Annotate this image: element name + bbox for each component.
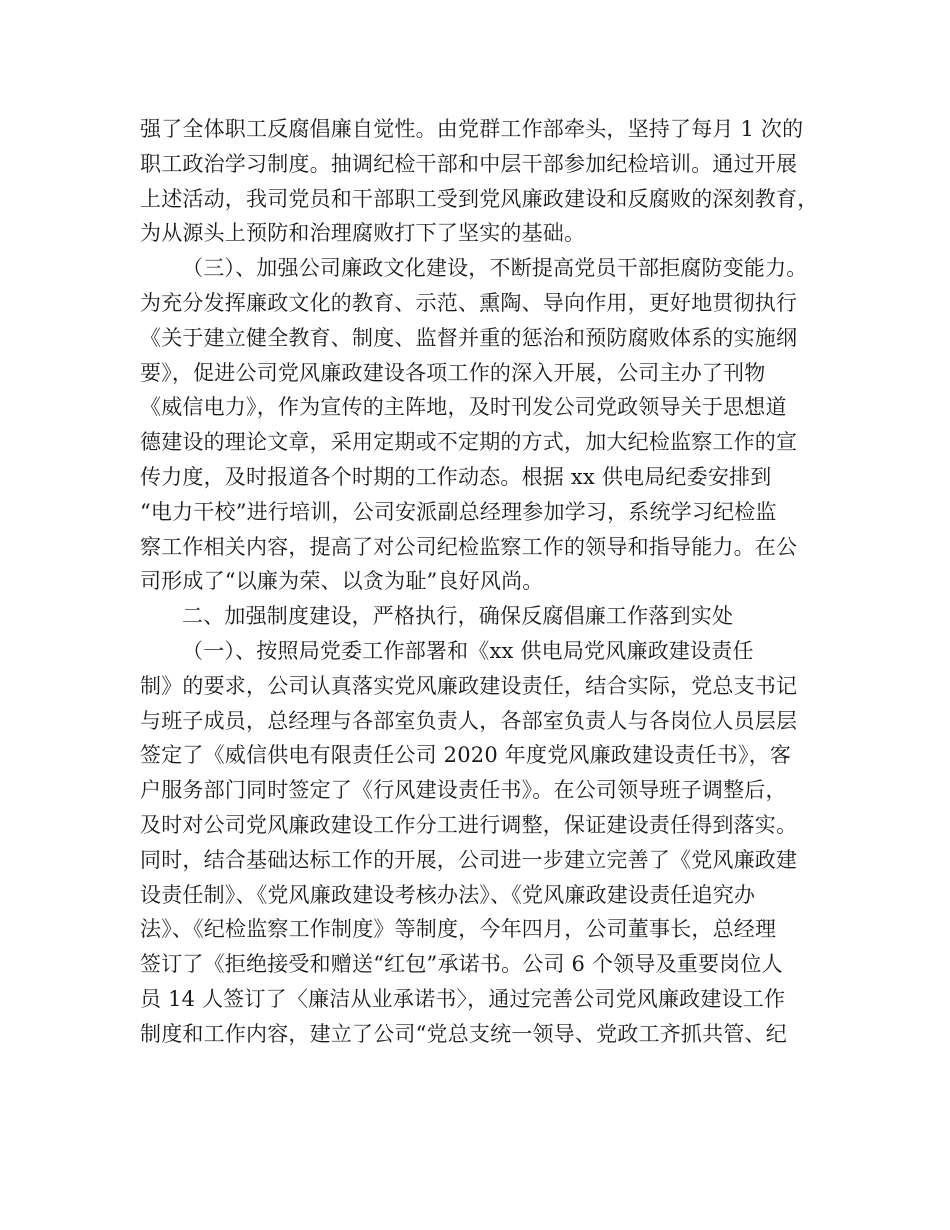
text-line: 司形成了“以廉为荣、以贪为耻”良好风尚。: [140, 569, 544, 594]
section-heading-two: 二、加强制度建设，严格执行，确保反腐倡廉工作落到实处: [182, 604, 734, 629]
text-line: 制》的要求，公司认真落实党风廉政建设责任，结合实际，党总支书记: [140, 673, 798, 698]
text-line: 同时，结合基础达标工作的开展，公司进一步建立完善了《党风廉政建: [140, 847, 798, 872]
text-line: 强了全体职工反腐倡廉自觉性。由党群工作部牵头，坚持了每月 1 次的: [140, 117, 804, 141]
text-line: 及时对公司党风廉政建设工作分工进行调整，保证建设责任得到落实。: [140, 812, 798, 837]
text-line: 传力度，及时报道各个时期的工作动态。根据 xx 供电局纪委安排到: [140, 464, 772, 489]
text-line: 设责任制》、《党风廉政建设考核办法》、《党风廉政建设责任追究办: [140, 882, 756, 907]
text-line: 德建设的理论文章，采用定期或不定期的方式，加大纪检监察工作的宣: [140, 430, 798, 455]
text-line: 制度和工作内容，建立了公司“党总支统一领导、党政工齐抓共管、纪: [140, 1021, 787, 1046]
body-text: [140, 112, 820, 1052]
text-line: 法》、《纪检监察工作制度》等制度，今年四月，公司董事长，总经理: [140, 917, 777, 942]
text-line: 户服务部门同时签定了《行风建设责任书》。在公司领导班子调整后，: [140, 778, 787, 803]
text-line: 签定了《威信供电有限责任公司 2020 年度党风廉政建设责任书》，客: [140, 743, 792, 768]
section-heading-three: （三）、加强公司廉政文化建设，不断提高党员干部拒腐防变能力。: [182, 256, 808, 281]
subsection-heading-one: （一）、按照局党委工作部署和《xx 供电局党风廉政建设责任: [182, 638, 754, 663]
text-line: 要》，促进公司党风廉政建设各项工作的深入开展，公司主办了刊物: [140, 360, 766, 385]
text-line: 上述活动，我司党员和干部职工受到党风廉政建设和反腐败的深刻教育，: [140, 186, 819, 211]
text-line: 察工作相关内容，提高了对公司纪检监察工作的领导和指导能力。在公: [140, 534, 798, 559]
text-line: 职工政治学习制度。抽调纪检干部和中层干部参加纪检培训。通过开展: [140, 151, 798, 176]
text-line: 为充分发挥廉政文化的教育、示范、熏陶、导向作用，更好地贯彻执行: [140, 290, 798, 315]
text-line: 与班子成员，总经理与各部室负责人，各部室负责人与各岗位人员层层: [140, 708, 798, 733]
text-line: 员 14 人签订了〈廉洁从业承诺书〉，通过完善公司党风廉政建设工作: [140, 986, 786, 1011]
text-line: 《威信电力》，作为宣传的主阵地，及时刊发公司党政领导关于思想道: [140, 395, 787, 420]
text-line: “电力干校”进行培训，公司安派副总经理参加学习，系统学习纪检监: [140, 499, 777, 524]
text-line: 签订了《拒绝接受和赠送“红包”承诺书。公司 6 个领导及重要岗位人: [140, 952, 783, 977]
text-line: 《关于建立健全教育、制度、监督并重的惩治和预防腐败体系的实施纲: [140, 325, 798, 350]
text-line: 为从源头上预防和治理腐败打下了坚实的基础。: [140, 221, 586, 246]
